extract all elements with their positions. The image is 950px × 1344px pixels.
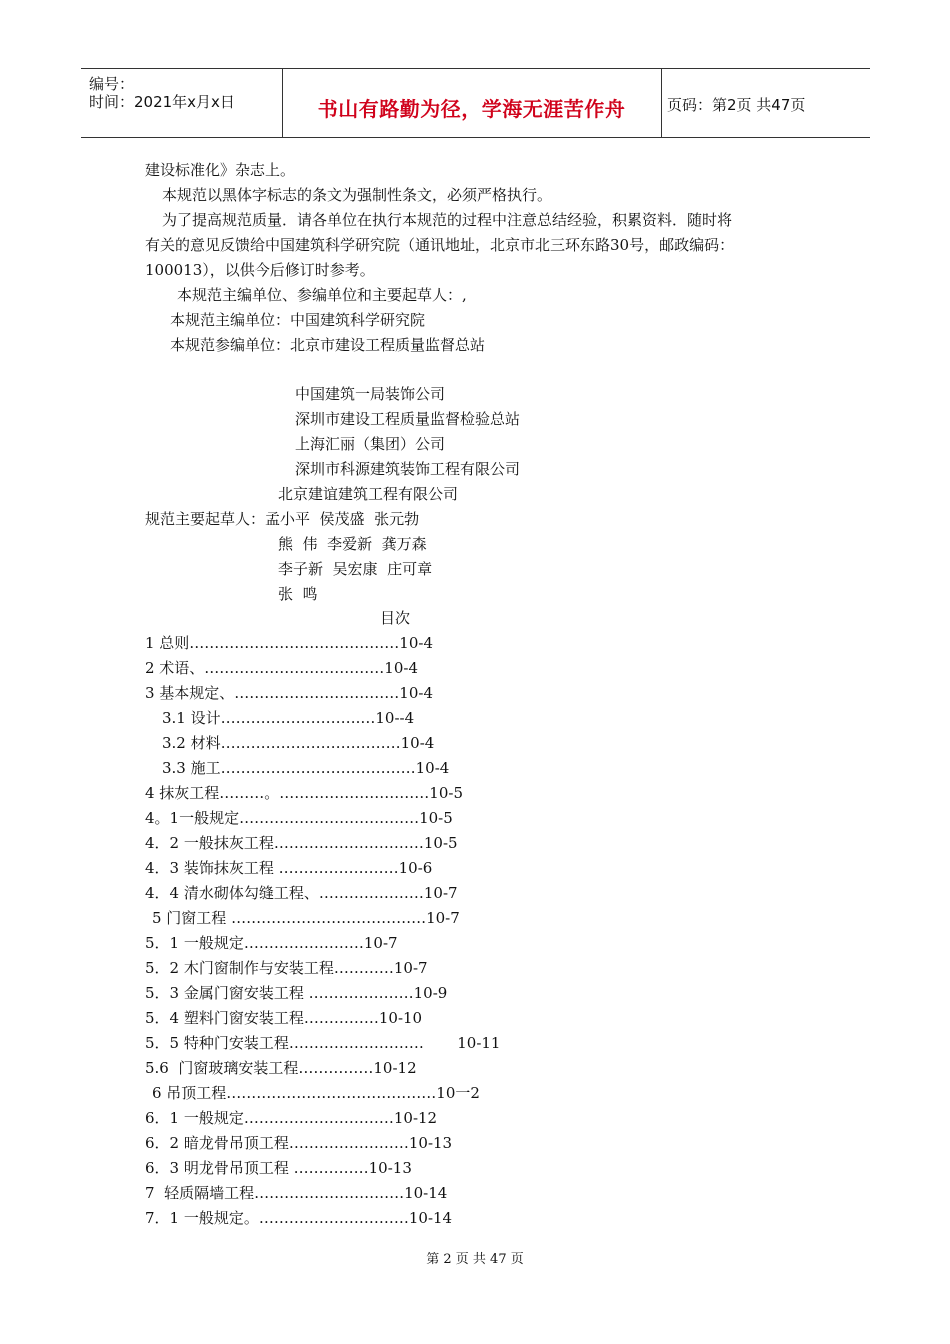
- body-paragraph-2: 本规范以黑体字标志的条文为强制性条文，必须严格执行。: [162, 186, 553, 204]
- main-drafters-label: 规范主要起草人：孟小平 侯茂盛 张元勃: [145, 510, 420, 528]
- page-footer-number: 第 2 页 共 47 页: [426, 1252, 524, 1267]
- toc-item[interactable]: 6 吊顶工程……………………………………10一2: [152, 1084, 480, 1102]
- header-right-cell: [661, 69, 870, 137]
- drafters-line: 张 鸣: [278, 585, 318, 603]
- toc-item[interactable]: 5．5 特种门安装工程……………………… 10-11: [145, 1034, 501, 1052]
- toc-item[interactable]: 5 门窗工程 …………………………………10-7: [152, 909, 460, 927]
- toc-item[interactable]: 2 术语、………………………………10-4: [145, 659, 419, 677]
- header-page-number: 页码：第2页 共47页: [667, 96, 806, 114]
- toc-item[interactable]: 4．3 装饰抹灰工程 ……………………10-6: [145, 859, 433, 877]
- document-number-label: 编号：: [89, 75, 135, 93]
- participating-unit-item: 北京建谊建筑工程有限公司: [278, 485, 459, 503]
- body-paragraph-3-line-3: 100013），以供今后修订时参考。: [145, 261, 375, 279]
- header-motto: 书山有路勤为径，学海无涯苦作舟: [317, 97, 626, 121]
- header-motto-cell: [282, 69, 662, 137]
- body-paragraph-1: 建设标准化》杂志上。: [145, 161, 296, 179]
- toc-item[interactable]: 3.2 材料………………………………10-4: [162, 734, 435, 752]
- toc-item[interactable]: 4．2 一般抹灰工程…………………………10-5: [145, 834, 458, 852]
- toc-item[interactable]: 6．2 暗龙骨吊顶工程……………………10-13: [145, 1134, 453, 1152]
- participating-unit-item: 上海汇丽（集团）公司: [295, 435, 446, 453]
- toc-item[interactable]: 6．3 明龙骨吊顶工程 ……………10-13: [145, 1159, 412, 1177]
- toc-item[interactable]: 4．4 清水砌体勾缝工程、…………………10-7: [145, 884, 458, 902]
- toc-item[interactable]: 4。1一般规定………………………………10-5: [145, 809, 453, 827]
- drafters-line: 李子新 吴宏康 庄可章: [278, 560, 433, 578]
- toc-item[interactable]: 1 总则……………………………………10-4: [145, 634, 434, 652]
- toc-item[interactable]: 5．3 金属门窗安装工程 …………………10-9: [145, 984, 448, 1002]
- toc-item[interactable]: 3 基本规定、……………………………10-4: [145, 684, 434, 702]
- toc-item[interactable]: 5．2 木门窗制作与安装工程…………10-7: [145, 959, 428, 977]
- toc-item[interactable]: 7 轻质隔墙工程…………………………10-14: [145, 1184, 448, 1202]
- page-header: [81, 68, 870, 138]
- body-paragraph-3-line-2: 有关的意见反馈给中国建筑科学研究院（通讯地址，北京市北三环东路30号，邮政编码：: [145, 236, 735, 254]
- participating-unit-item: 深圳市建设工程质量监督检验总站: [295, 410, 521, 428]
- participating-unit-item: 深圳市科源建筑装饰工程有限公司: [295, 460, 521, 478]
- toc-item[interactable]: 7．1 一般规定。…………………………10-14: [145, 1209, 453, 1227]
- toc-item[interactable]: 5.6 门窗玻璃安装工程……………10-12: [145, 1059, 417, 1077]
- toc-item[interactable]: 3.3 施工…………………………………10-4: [162, 759, 450, 777]
- body-paragraph-4: 本规范主编单位、参编单位和主要起草人：,: [177, 286, 467, 304]
- participating-unit-item: 中国建筑一局装饰公司: [295, 385, 446, 403]
- toc-item[interactable]: 5．1 一般规定……………………10-7: [145, 934, 398, 952]
- toc-item[interactable]: 3.1 设计……………………….…10--4: [162, 709, 415, 727]
- body-paragraph-3-line-1: 为了提高规范质量．请各单位在执行本规范的过程中注意总结经验，积累资料．随时将: [162, 211, 733, 229]
- toc-item[interactable]: 5．4 塑料门窗安装工程……………10-10: [145, 1009, 423, 1027]
- toc-title: 目次: [380, 609, 411, 627]
- document-date-label: 时间：2021年x月x日: [89, 93, 235, 111]
- participating-units: 本规范参编单位：北京市建设工程质量监督总站: [170, 336, 486, 354]
- header-left-cell: [81, 69, 283, 137]
- toc-item[interactable]: 6．1 一般规定…………………………10-12: [145, 1109, 438, 1127]
- drafters-line: 熊 伟 李爱新 龚万森: [278, 535, 427, 553]
- chief-editor-unit: 本规范主编单位：中国建筑科学研究院: [170, 311, 426, 329]
- toc-item[interactable]: 4 抹灰工程………。…………………………10-5: [145, 784, 464, 802]
